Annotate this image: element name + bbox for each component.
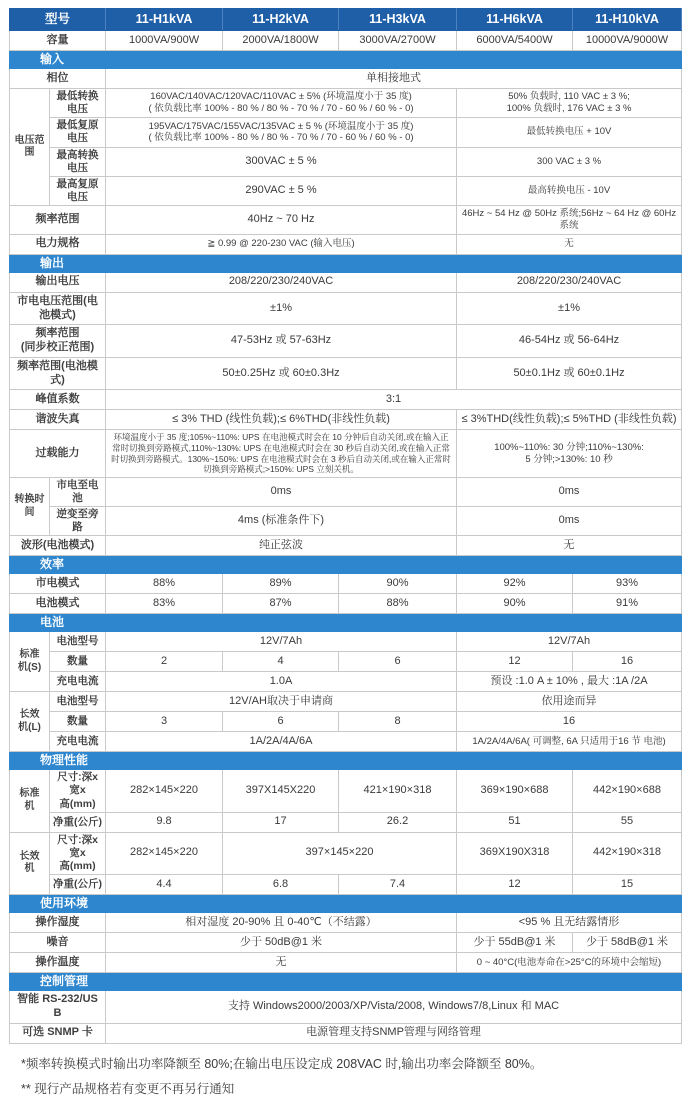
table-row [10,118,682,147]
section-title: 输出 [10,254,682,272]
row-label: 数量 [50,712,106,732]
table-row [10,176,682,205]
row-label: 谐波失真 [10,410,106,430]
spec-cell: 55 [573,812,682,832]
spec-cell: 12V/7Ah [106,632,457,652]
spec-cell: 17 [223,812,339,832]
spec-cell: 16 [573,652,682,672]
row-label: 过载能力 [10,430,106,478]
spec-cell: 397×145×220 [223,832,457,874]
spec-cell: 0 ~ 40°C(电池寿命在>25°C的环境中会缩短) [457,953,682,973]
spec-cell: 4.4 [106,875,223,895]
row-label: 转换时间 [10,477,50,536]
spec-table-body [10,9,682,1044]
section-title: 输入 [10,51,682,69]
section-row [10,556,682,574]
spec-cell: 47-53Hz 或 57-63Hz [106,325,457,358]
table-row [10,292,682,325]
spec-cell: ≤ 3%THD(线性负载);≤ 5%THD (非线性负载) [457,410,682,430]
table-row [10,672,682,692]
footnotes [9,1044,681,1098]
row-label: 最高转换电压 [50,147,106,176]
spec-cell: 0ms [457,477,682,506]
table-row [10,594,682,614]
row-label: 操作湿度 [10,913,106,933]
spec-cell: ≧ 0.99 @ 220-230 VAC (输入电压) [106,234,457,254]
table-row [10,812,682,832]
row-label: 频率范围 (同步校正范围) [10,325,106,358]
row-label: 电池模式 [10,594,106,614]
section-row [10,752,682,770]
table-row [10,875,682,895]
spec-cell: 160VAC/140VAC/120VAC/110VAC ± 5% (环境温度小于 35 度) ( 依负载比率 100% - 80 % / 80 % - 70 % / 70 - 60 % / 60 % - 0) [106,89,457,118]
row-label: 数量 [50,652,106,672]
table-row [10,206,682,235]
row-label: 容量 [10,31,106,51]
spec-cell: 6 [339,652,457,672]
spec-cell: 88% [339,594,457,614]
spec-cell: 100%~110%: 30 分钟;110%~130%: 5 分钟;>130%: 10 秒 [457,430,682,478]
spec-cell: 环境温度小于 35 度;105%~110%: UPS 在电池模式时会在 10 分钟后自动关闭,或在输入正常时切换到旁路模式,110%~130%: UPS 在电池模式时会在 30 秒后自动关闭,或在输入正常时切换到旁路模式。130%~150%: UPS 在电池模式时会在 3 秒后自动关闭,或在输入正常时切换到旁路模式;>150%: UPS 立刻关机。 [106,430,457,478]
section-row [10,614,682,632]
spec-cell: ≤ 3% THD (线性负载);≤ 6%THD(非线性负载) [106,410,457,430]
spec-cell: 290VAC ± 5 % [106,176,457,205]
row-label: 输出电压 [10,272,106,292]
row-label: 智能 RS-232/USB [10,991,106,1024]
column-header: 11-H6kVA [457,9,573,31]
row-label: 充电电流 [50,672,106,692]
spec-cell: 93% [573,574,682,594]
section-row [10,254,682,272]
table-row [10,31,682,51]
section-title: 物理性能 [10,752,682,770]
row-label: 最低复原电压 [50,118,106,147]
spec-cell: 支持 Windows2000/2003/XP/Vista/2008, Windows7/8,Linux 和 MAC [106,991,682,1024]
spec-cell: 421×190×318 [339,770,457,812]
row-label: 可选 SNMP 卡 [10,1023,106,1043]
row-label: 电力规格 [10,234,106,254]
section-title: 控制管理 [10,973,682,991]
table-row [10,953,682,973]
spec-cell: ±1% [106,292,457,325]
spec-cell: 208/220/230/240VAC [106,272,457,292]
footnote-derating: *频率转换模式时输出功率降额至 80%;在输出电压设定成 208VAC 时,输出功率会降额至 80%。 [21,1056,543,1071]
spec-cell: 12V/AH取决于申请商 [106,692,457,712]
spec-cell: 46Hz ~ 54 Hz @ 50Hz 系统;56Hz ~ 64 Hz @ 60Hz 系统 [457,206,682,235]
table-row [10,933,682,953]
spec-cell: 7.4 [339,875,457,895]
spec-cell: 6 [223,712,339,732]
table-row [10,652,682,672]
spec-cell: 无 [457,536,682,556]
table-row [10,692,682,712]
row-label: 波形(电池模式) [10,536,106,556]
spec-cell: 10000VA/9000W [573,31,682,51]
spec-cell: 15 [573,875,682,895]
spec-cell: 9.8 [106,812,223,832]
section-title: 效率 [10,556,682,574]
spec-cell: 12 [457,652,573,672]
spec-cell: 282×145×220 [106,832,223,874]
spec-cell: 4ms (标准条件下) [106,507,457,536]
table-row [10,732,682,752]
table-row [10,410,682,430]
spec-cell: 90% [457,594,573,614]
row-label: 频率范围(电池模式) [10,357,106,390]
row-label: 标准 机 [10,770,50,832]
spec-cell: 预设 :1.0 A ± 10% , 最大 :1A /2A [457,672,682,692]
footnote-spec-change: ** 现行产品规格若有变更不再另行通知 [21,1081,235,1096]
row-label: 最低转换电压 [50,89,106,118]
spec-cell: 3000VA/2700W [339,31,457,51]
spec-cell: 12 [457,875,573,895]
spec-cell: 40Hz ~ 70 Hz [106,206,457,235]
spec-cell: 208/220/230/240VAC [457,272,682,292]
row-label: 长效 机 [10,832,50,894]
spec-cell: 12V/7Ah [457,632,682,652]
row-label: 电池型号 [50,692,106,712]
row-label: 尺寸:深x宽x 高(mm) [50,832,106,874]
table-row [10,69,682,89]
spec-cell: 91% [573,594,682,614]
spec-cell: 26.2 [339,812,457,832]
column-header: 型号 [10,9,106,31]
spec-cell: 单相接地式 [106,69,682,89]
spec-cell: 6000VA/5400W [457,31,573,51]
spec-cell: 0ms [106,477,457,506]
table-row [10,89,682,118]
column-header: 11-H10kVA [573,9,682,31]
spec-cell: 1.0A [106,672,457,692]
table-row [10,147,682,176]
spec-cell: 50±0.1Hz 或 60±0.1Hz [457,357,682,390]
section-row [10,51,682,69]
row-label: 净重(公斤) [50,875,106,895]
spec-cell: 300 VAC ± 3 % [457,147,682,176]
spec-cell: 51 [457,812,573,832]
spec-cell: 纯正弦波 [106,536,457,556]
row-label: 峰值系数 [10,390,106,410]
spec-cell: 442×190×688 [573,770,682,812]
spec-cell: 无 [457,234,682,254]
row-label: 市电至电池 [50,477,106,506]
table-row [10,632,682,652]
table-row [10,832,682,874]
row-label: 最高复原电压 [50,176,106,205]
spec-cell: 0ms [457,507,682,536]
spec-cell: 83% [106,594,223,614]
spec-cell: 1000VA/900W [106,31,223,51]
row-label: 噪音 [10,933,106,953]
spec-cell: 88% [106,574,223,594]
spec-cell: 195VAC/175VAC/155VAC/135VAC ± 5 % (环境温度小于 35 度) ( 依负载比率 100% - 80 % / 80 % - 70 % / 70 - 60 % / 60 % - 0) [106,118,457,147]
spec-cell: 89% [223,574,339,594]
spec-cell: 4 [223,652,339,672]
row-label: 电池型号 [50,632,106,652]
row-label: 标准 机(S) [10,632,50,692]
spec-cell: 87% [223,594,339,614]
spec-cell: 少于 50dB@1 米 [106,933,457,953]
spec-cell: 1A/2A/4A/6A( 可调整, 6A 只适用于16 节 电池) [457,732,682,752]
column-header: 11-H2kVA [223,9,339,31]
row-label: 电压范围 [10,89,50,206]
spec-cell: 282×145×220 [106,770,223,812]
table-row [10,272,682,292]
spec-cell: 最低转换电压 + 10V [457,118,682,147]
spec-cell: 依用途而异 [457,692,682,712]
row-label: 相位 [10,69,106,89]
row-label: 长效 机(L) [10,692,50,752]
spec-cell: 46-54Hz 或 56-64Hz [457,325,682,358]
spec-cell: 16 [457,712,682,732]
section-title: 使用环境 [10,895,682,913]
spec-cell: 电源管理支持SNMP管理与网络管理 [106,1023,682,1043]
section-row [10,895,682,913]
header-row [10,9,682,31]
table-row [10,234,682,254]
spec-cell: 90% [339,574,457,594]
table-row [10,477,682,506]
table-row [10,991,682,1024]
spec-cell: 300VAC ± 5 % [106,147,457,176]
spec-cell: 6.8 [223,875,339,895]
spec-cell: 少于 58dB@1 米 [573,933,682,953]
row-label: 逆变至旁路 [50,507,106,536]
spec-table [9,8,682,1044]
spec-cell: 相对湿度 20-90% 且 0-40℃（不结露） [106,913,457,933]
row-label: 净重(公斤) [50,812,106,832]
spec-cell: 92% [457,574,573,594]
column-header: 11-H1kVA [106,9,223,31]
table-row [10,357,682,390]
section-row [10,973,682,991]
table-row [10,536,682,556]
section-title: 电池 [10,614,682,632]
spec-cell: 少于 55dB@1 米 [457,933,573,953]
table-row [10,574,682,594]
row-label: 市电模式 [10,574,106,594]
spec-cell: 2 [106,652,223,672]
table-row [10,390,682,410]
table-row [10,430,682,478]
spec-cell: 50±0.25Hz 或 60±0.3Hz [106,357,457,390]
row-label: 操作温度 [10,953,106,973]
table-row [10,770,682,812]
row-label: 尺寸:深x宽x 高(mm) [50,770,106,812]
spec-cell: 3:1 [106,390,682,410]
spec-cell: 8 [339,712,457,732]
spec-cell: 369X190X318 [457,832,573,874]
spec-cell: 1A/2A/4A/6A [106,732,457,752]
spec-cell: 无 [106,953,457,973]
spec-cell: 442×190×318 [573,832,682,874]
spec-cell: <95 % 且无结露情形 [457,913,682,933]
table-row [10,1023,682,1043]
spec-cell: 最高转换电压 - 10V [457,176,682,205]
row-label: 充电电流 [50,732,106,752]
table-row [10,507,682,536]
column-header: 11-H3kVA [339,9,457,31]
spec-cell: 2000VA/1800W [223,31,339,51]
row-label: 频率范围 [10,206,106,235]
spec-cell: 3 [106,712,223,732]
table-row [10,913,682,933]
spec-cell: 50% 负载时, 110 VAC ± 3 %; 100% 负载时, 176 VAC ± 3 % [457,89,682,118]
spec-cell: ±1% [457,292,682,325]
spec-cell: 397X145X220 [223,770,339,812]
table-row [10,325,682,358]
table-row [10,712,682,732]
row-label: 市电电压范围(电池模式) [10,292,106,325]
spec-cell: 369×190×688 [457,770,573,812]
